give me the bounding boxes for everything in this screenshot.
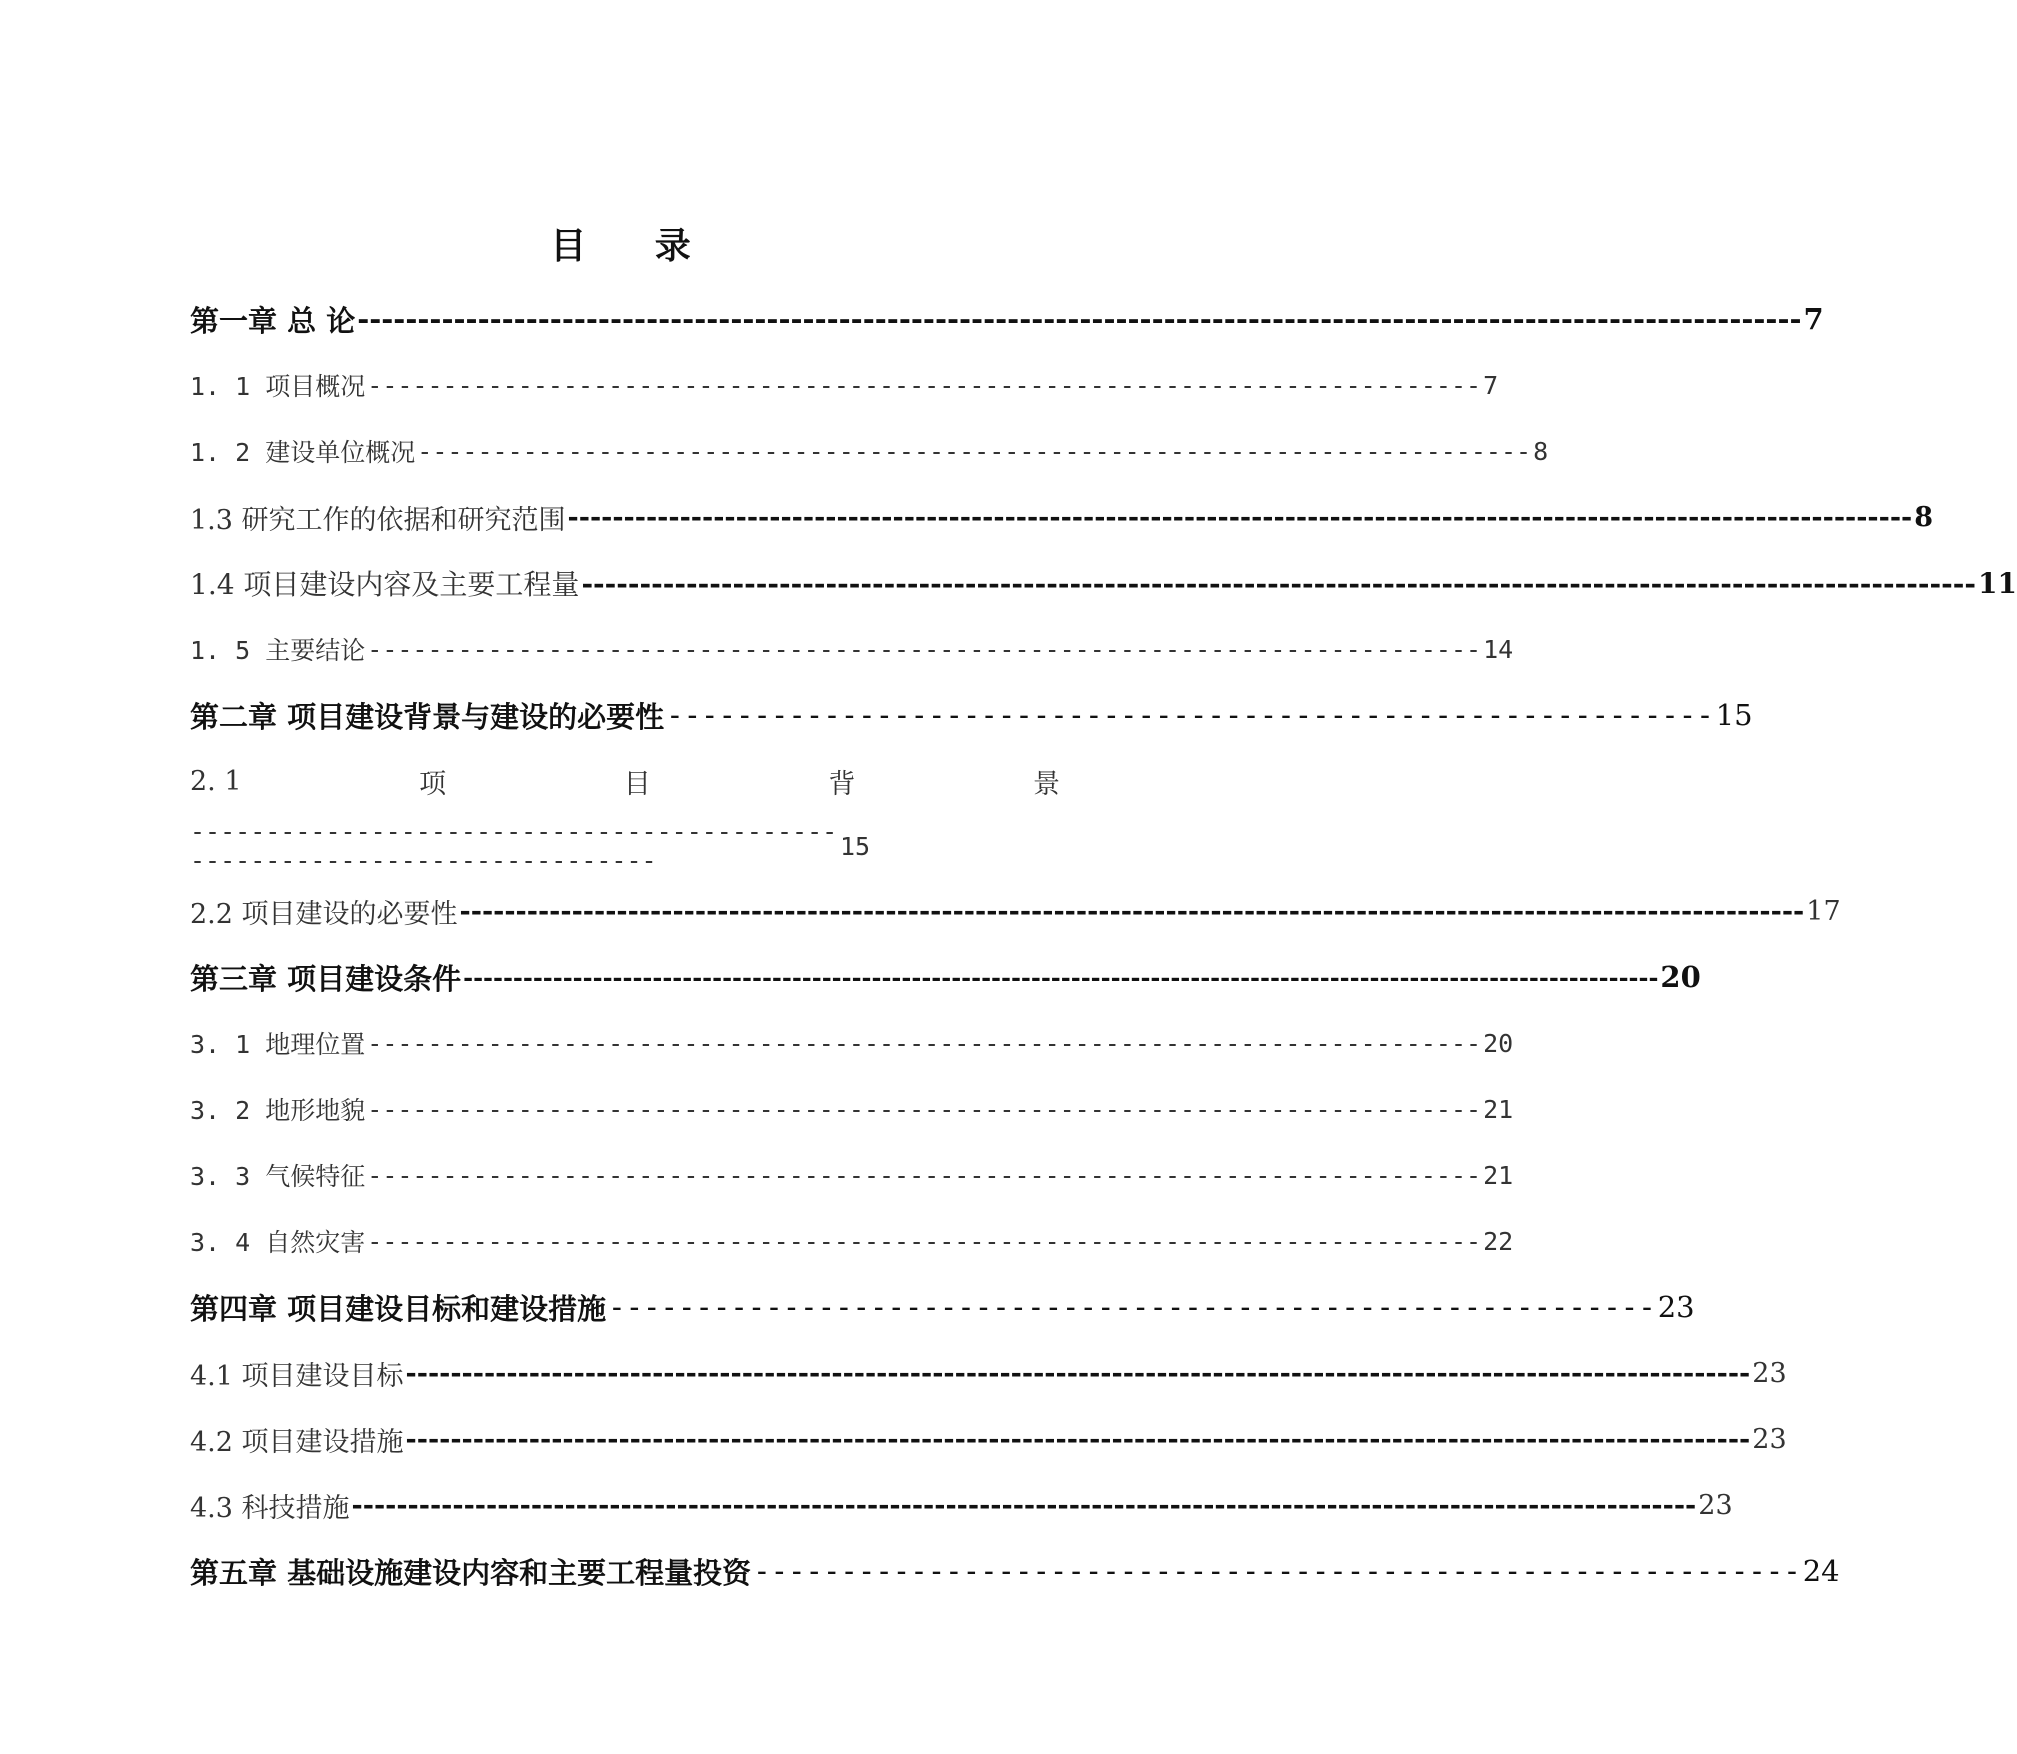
- toc-label: 1. 2 建设单位概况: [190, 438, 416, 467]
- toc-leader: ------------------------------------------------------------------------------------------------------------------------: [463, 962, 1659, 992]
- toc-page-number: 8: [1914, 501, 1934, 533]
- toc-page-number: 24: [1802, 1554, 1840, 1588]
- toc-label: 第五章 基础设施建设内容和主要工程量投资: [190, 1555, 752, 1590]
- toc-leader: --------------------------------------------------------------------------: [367, 1094, 1482, 1124]
- toc-label-part: 目: [623, 768, 651, 800]
- toc-leader: ------------------------------------------------------------------------------------------------------------------------: [405, 1357, 1751, 1389]
- toc-leader: ------------------------------------------------------------------------------------------------------------------------: [357, 302, 1802, 336]
- toc-section-1-4[interactable]: [190, 550, 2017, 616]
- toc-page-number: 22: [1483, 1226, 1514, 1256]
- toc-label: 4.3 科技措施: [190, 1492, 350, 1524]
- toc-label: 4.2 项目建设措施: [190, 1426, 404, 1458]
- toc-section-3-1[interactable]: [190, 1010, 1514, 1076]
- toc-leader: --------------------------------------------------------------------------: [367, 1028, 1482, 1058]
- toc-label: 2.2 项目建设的必要性: [190, 898, 458, 930]
- toc-leader: ------------------------------------------------------------: [608, 1290, 1656, 1324]
- toc-chapter-4[interactable]: [190, 1274, 1695, 1340]
- toc-page-number: 17: [1806, 895, 1841, 927]
- toc-section-1-3[interactable]: [190, 484, 1934, 550]
- toc-list: [190, 286, 2017, 1604]
- toc-leader: ------------------------------------------------------------: [753, 1554, 1801, 1588]
- toc-leader: ------------------------------------------------------------------------------------------------------------------------: [581, 566, 1976, 600]
- toc-label: 3. 2 地形地貌: [190, 1096, 366, 1125]
- toc-page-number: 15: [840, 831, 871, 861]
- toc-chapter-1[interactable]: [190, 286, 1824, 352]
- toc-page-number: 8: [1533, 436, 1549, 466]
- toc-page-number: 7: [1803, 302, 1824, 336]
- toc-label: 第一章 总 论: [190, 303, 356, 338]
- toc-leader: --------------------------------------------------------------------------: [367, 370, 1482, 400]
- toc-page-number: 11: [1977, 566, 2017, 600]
- toc-leader: ------------------------------------------------------------: [666, 698, 1714, 732]
- toc-label: 3. 3 气候特征: [190, 1162, 366, 1191]
- toc-section-4-1[interactable]: [190, 1340, 1787, 1406]
- toc-label: 第三章 项目建设条件: [190, 961, 462, 996]
- toc-leader: --------------------------------------------------------------------------: [367, 1160, 1482, 1190]
- toc-leader: ------------------------------------------------------------------------------------------------------------------------: [351, 1489, 1697, 1521]
- toc-label-part: 项: [419, 768, 447, 800]
- toc-chapter-5[interactable]: [190, 1538, 1840, 1604]
- toc-page-number: 21: [1483, 1094, 1514, 1124]
- toc-chapter-3[interactable]: [190, 944, 1701, 1010]
- toc-page-number: 23: [1752, 1423, 1787, 1455]
- toc-section-2-1[interactable]: [190, 748, 1060, 878]
- toc-label: 1. 5 主要结论: [190, 636, 366, 665]
- toc-label-spread: [190, 748, 1060, 814]
- toc-page-number: 20: [1483, 1028, 1514, 1058]
- toc-section-3-2[interactable]: [190, 1076, 1514, 1142]
- toc-page-number: 20: [1660, 960, 1701, 994]
- toc-page-number: 14: [1483, 634, 1514, 664]
- toc-label: 1.3 研究工作的依据和研究范围: [190, 504, 566, 536]
- toc-section-3-4[interactable]: [190, 1208, 1514, 1274]
- toc-label: 1.4 项目建设内容及主要工程量: [190, 568, 580, 601]
- toc-leader: --------------------------------------------------------------------------: [417, 436, 1532, 466]
- toc-label-part: 2. 1: [190, 765, 242, 797]
- toc-section-4-2[interactable]: [190, 1406, 1787, 1472]
- toc-label: 3. 4 自然灾害: [190, 1228, 366, 1257]
- toc-continuation-line: [190, 814, 1060, 878]
- toc-leader: --------------------------------------------------------------------------: [367, 1226, 1482, 1256]
- toc-page-number: 23: [1752, 1357, 1787, 1389]
- toc-section-2-2[interactable]: [190, 878, 1841, 944]
- toc-section-1-1[interactable]: [190, 352, 1499, 418]
- toc-leader: --------------------------------------------------------------------------: [190, 817, 838, 875]
- toc-page-number: 23: [1698, 1489, 1733, 1521]
- toc-page-number: 7: [1483, 370, 1499, 400]
- toc-section-1-2[interactable]: [190, 418, 1549, 484]
- toc-leader: ------------------------------------------------------------------------------------------------------------------------: [459, 895, 1805, 927]
- toc-label: 4.1 项目建设目标: [190, 1360, 404, 1392]
- toc-leader: ------------------------------------------------------------------------------------------------------------------------: [567, 501, 1913, 533]
- toc-section-4-3[interactable]: [190, 1472, 1733, 1538]
- toc-page-number: 21: [1483, 1160, 1514, 1190]
- toc-label: 第四章 项目建设目标和建设措施: [190, 1291, 607, 1326]
- toc-label: 3. 1 地理位置: [190, 1030, 366, 1059]
- toc-page-number: 23: [1657, 1290, 1695, 1324]
- toc-title: 目 录: [550, 225, 719, 267]
- toc-label: 1. 1 项目概况: [190, 372, 366, 401]
- toc-page-number: 15: [1715, 698, 1753, 732]
- toc-label: 第二章 项目建设背景与建设的必要性: [190, 699, 665, 734]
- toc-leader: --------------------------------------------------------------------------: [367, 634, 1482, 664]
- toc-section-1-5[interactable]: [190, 616, 1514, 682]
- toc-label-part: 背: [828, 768, 856, 800]
- toc-leader: ------------------------------------------------------------------------------------------------------------------------: [405, 1423, 1751, 1455]
- toc-chapter-2[interactable]: [190, 682, 1753, 748]
- toc-label-part: 景: [1032, 768, 1060, 800]
- toc-section-3-3[interactable]: [190, 1142, 1514, 1208]
